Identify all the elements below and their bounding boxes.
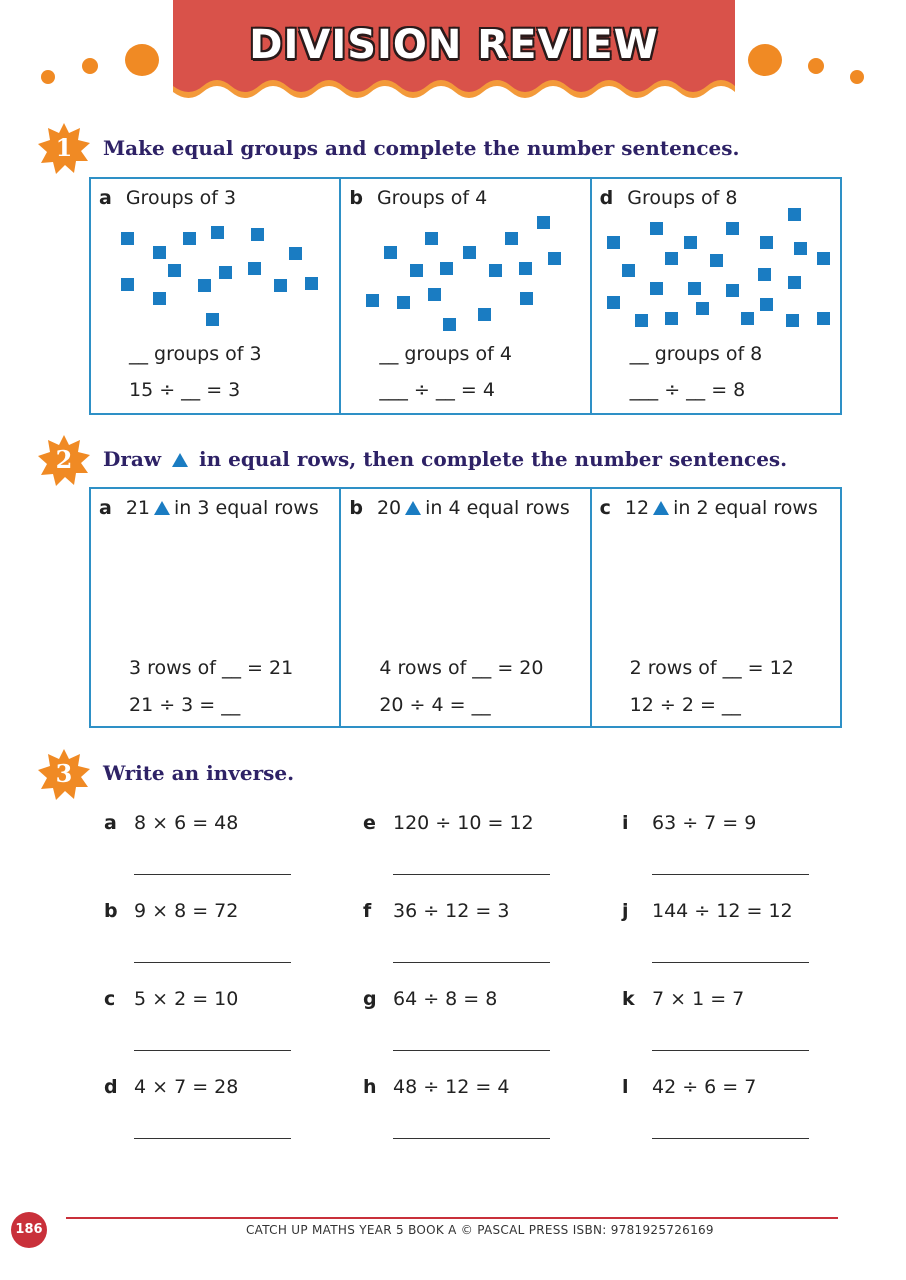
item-letter: j [622,900,629,922]
item-expression: 144 ÷ 12 = 12 [652,900,793,922]
inverse-item [363,1076,509,1098]
inverse-item [622,1076,756,1098]
part-title: in 3 equal rows [174,497,319,519]
answer-line[interactable] [393,874,550,875]
part-letter: a [99,187,112,209]
square [710,254,723,267]
square [665,312,678,325]
answer-line[interactable] [652,874,809,875]
question-number-badge [38,123,90,175]
square [788,276,801,289]
part-cell [341,489,591,726]
square [635,314,648,327]
answer-line[interactable] [393,962,550,963]
square [622,264,635,277]
item-letter: f [363,900,372,922]
inverse-item [104,900,238,922]
square [650,282,663,295]
part-heading [99,187,236,209]
item-letter: l [622,1076,629,1098]
inverse-item [363,900,509,922]
item-letter: k [622,988,635,1010]
square [786,314,799,327]
answer-line[interactable] [393,1138,550,1139]
question-number-badge [38,435,90,487]
square [607,236,620,249]
question-number-badge [38,749,90,801]
square [428,288,441,301]
decor-dot [125,44,159,76]
item-letter: c [104,988,116,1010]
square [366,294,379,307]
part-heading [600,497,818,519]
square [650,222,663,235]
square [248,262,261,275]
item-expression: 8 × 6 = 48 [134,812,239,834]
answer-line[interactable] [134,1138,291,1139]
square [684,236,697,249]
item-expression: 9 × 8 = 72 [134,900,239,922]
question-instruction: Make equal groups and complete the number sentences. [103,136,740,160]
sentence-line: 12 ÷ 2 = __ [629,694,741,716]
sentence-line: 4 rows of __ = 20 [379,657,544,679]
square [537,216,550,229]
item-expression: 5 × 2 = 10 [134,988,239,1010]
square [440,262,453,275]
square [696,302,709,315]
square [817,312,830,325]
part-letter: d [599,187,614,209]
decor-dot [808,58,824,74]
part-title: Groups of 3 [125,187,237,209]
sentence-line: 15 ÷ __ = 3 [129,379,241,401]
item-expression: 63 ÷ 7 = 9 [652,812,757,834]
part-title: in 2 equal rows [673,497,818,519]
item-expression: 7 × 1 = 7 [652,988,745,1010]
question-number: 2 [55,445,73,474]
sentence-line: ___ ÷ __ = 4 [379,379,495,401]
question-instruction [103,447,787,471]
answer-line[interactable] [393,1050,550,1051]
part-title: in 4 equal rows [425,497,570,519]
inverse-item [622,900,793,922]
square [760,298,773,311]
inverse-item [363,812,534,834]
square [410,264,423,277]
square [726,222,739,235]
answer-line[interactable] [652,1138,809,1139]
question-1-grid [89,177,842,415]
part-heading [99,497,319,519]
sentence-line: 2 rows of __ = 12 [629,657,794,679]
instruction-end: in equal rows, then complete the number sentences. [199,447,788,471]
square [607,296,620,309]
part-title: Groups of 4 [376,187,488,209]
square [760,236,773,249]
square [397,296,410,309]
item-letter: h [363,1076,377,1098]
square [153,246,166,259]
sentence-line: 20 ÷ 4 = __ [379,694,491,716]
footer-divider [66,1217,838,1219]
square [121,278,134,291]
triangle-icon [405,501,421,515]
answer-line[interactable] [134,874,291,875]
sentence-line: ___ ÷ __ = 8 [629,379,746,401]
item-expression: 42 ÷ 6 = 7 [652,1076,757,1098]
item-expression: 48 ÷ 12 = 4 [393,1076,510,1098]
square [153,292,166,305]
square [198,279,211,292]
decor-dot [41,70,55,84]
inverse-item [622,988,744,1010]
sentence-line: __ groups of 3 [129,343,262,365]
square [274,279,287,292]
inverse-item [104,1076,238,1098]
inverse-item [363,988,497,1010]
triangle-icon [653,501,669,515]
square [548,252,561,265]
question-number: 3 [55,759,73,788]
title-banner [173,0,735,104]
square [741,312,754,325]
square [121,232,134,245]
page-title: DIVISION REVIEW [249,22,659,68]
inverse-item [622,812,756,834]
answer-line[interactable] [134,962,291,963]
square [519,262,532,275]
answer-line[interactable] [652,962,809,963]
part-heading [600,187,738,209]
square [168,264,181,277]
item-letter: a [104,812,117,834]
answer-line[interactable] [134,1050,291,1051]
part-cell [341,179,591,413]
sentence-line: __ groups of 8 [629,343,763,365]
square [211,226,224,239]
answer-line[interactable] [652,1050,809,1051]
part-cell [592,489,840,726]
part-cell [592,179,840,413]
square [665,252,678,265]
part-count: 12 [624,497,650,519]
square [289,247,302,260]
square [305,277,318,290]
square [794,242,807,255]
sentence-line: 3 rows of __ = 21 [129,657,294,679]
item-letter: d [104,1076,118,1098]
item-letter: i [622,812,629,834]
sentence-line: 21 ÷ 3 = __ [129,694,241,716]
inverse-item [104,812,238,834]
part-cell [91,179,341,413]
question-number: 1 [55,133,73,162]
triangle-icon [172,453,188,467]
item-letter: g [363,988,377,1010]
square [726,284,739,297]
square [425,232,438,245]
item-letter: e [363,812,376,834]
square [478,308,491,321]
square [219,266,232,279]
square [463,246,476,259]
part-heading [349,187,487,209]
page-number: 186 [11,1212,47,1248]
square [758,268,771,281]
part-title: Groups of 8 [627,187,738,209]
inverse-item [104,988,238,1010]
part-letter: b [349,497,363,519]
part-count: 20 [376,497,402,519]
triangle-icon [154,501,170,515]
part-count: 21 [125,497,151,519]
square [251,228,264,241]
instruction-start: Draw [103,447,162,471]
question-instruction: Write an inverse. [103,761,295,785]
decor-dot [748,44,782,76]
item-expression: 64 ÷ 8 = 8 [393,988,498,1010]
part-letter: c [599,497,611,519]
part-letter: b [349,187,363,209]
footer-text: CATCH UP MATHS YEAR 5 BOOK A © PASCAL PRESS ISBN: 9781925726169 [246,1223,714,1237]
part-cell [91,489,341,726]
sentence-line: __ groups of 4 [379,343,512,365]
square [688,282,701,295]
square [788,208,801,221]
part-heading [349,497,570,519]
square [520,292,533,305]
square [183,232,196,245]
square [384,246,397,259]
square [206,313,219,326]
item-expression: 4 × 7 = 28 [134,1076,239,1098]
square [489,264,502,277]
square [817,252,830,265]
item-letter: b [104,900,118,922]
question-2-grid [89,487,842,728]
item-expression: 120 ÷ 10 = 12 [393,812,534,834]
decor-dot [82,58,98,74]
item-expression: 36 ÷ 12 = 3 [393,900,510,922]
decor-dot [850,70,864,84]
square [443,318,456,331]
square [505,232,518,245]
part-letter: a [99,497,112,519]
